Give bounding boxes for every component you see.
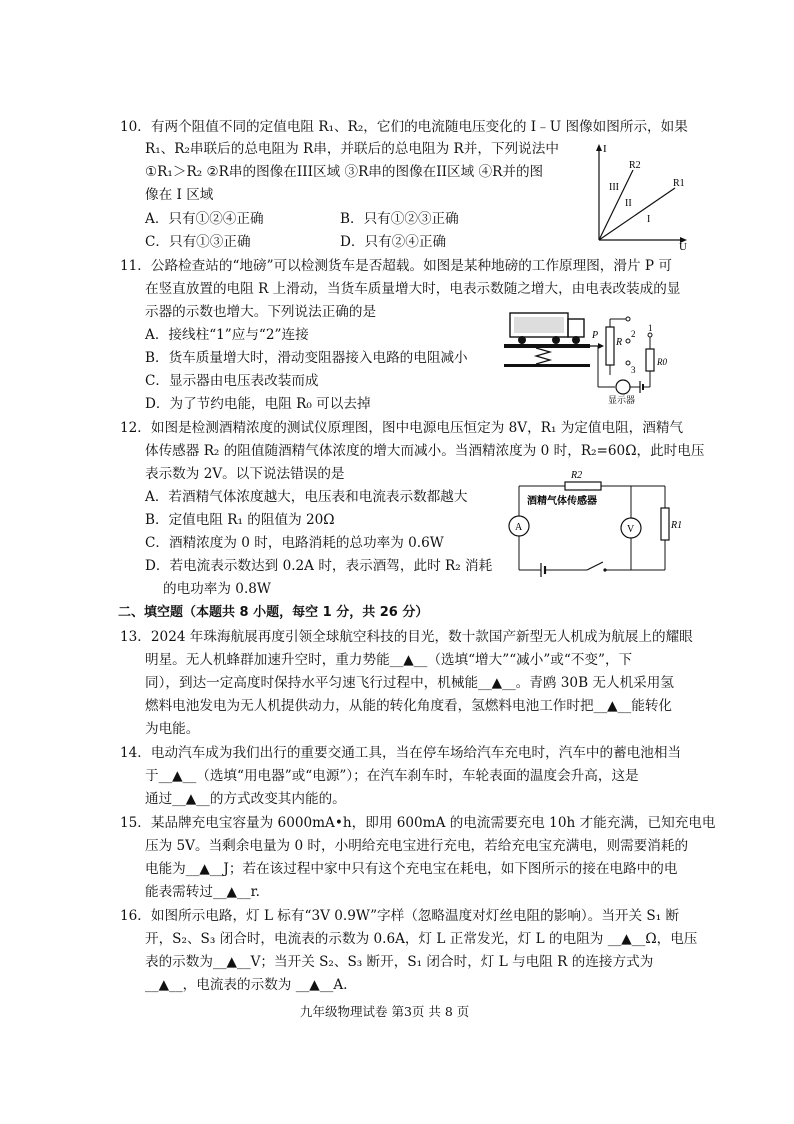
u-axis-label: U (679, 241, 687, 252)
r1-label: R1 (671, 520, 683, 531)
q13-line5: 为电能。 (145, 721, 200, 737)
q13-line3: 同），到达一定高度时保持水平匀速飞行过程中，机械能__▲__。青鸥 30B 无人机采用氢 (145, 675, 674, 691)
q15-line1: 15．某品牌充电宝容量为 6000mA•h，即用 600mA 的电流需要充电 10h 才能充满，已知充电电 (120, 815, 716, 831)
q10-option-a: A．只有①②④正确 (145, 211, 264, 227)
switch-icon (587, 562, 603, 570)
ammeter-label: A (515, 522, 523, 533)
r1-line (599, 188, 675, 240)
resistor-r1 (661, 508, 669, 540)
q10-line2: R₁、R₂串联后的总电阻为 R串，并联后的总电阻为 R并，下列说法中 (145, 141, 559, 157)
q10-line1: 10．有两个阻值不同的定值电阻 R₁、R₂，它们的电流随电压变化的 I﹣U 图像如图所示，如果 (120, 119, 688, 135)
zone-iii-label: III (609, 182, 619, 193)
q14-line3: 通过__▲__的方式改变其内能的。 (145, 791, 346, 807)
q10-option-b: B．只有①②③正确 (340, 211, 459, 227)
zone-i-label: I (647, 214, 651, 225)
resistor-r0-label: R0 (657, 357, 667, 367)
q15-line3: 电能为__▲__J；若在该过程中家中只有这个充电宝在耗电，如下图所示的接在电路中的电 (145, 861, 678, 877)
q11-line1: 11．公路检查站的“地磅”可以检测货车是否超载。如图是某种地磅的工作原理图，滑片 P 可 (120, 258, 672, 274)
terminal-1-label: 1 (648, 323, 653, 333)
q12-option-b: B．定值电阻 R₁ 的阻值为 20Ω (145, 512, 335, 528)
q12-option-c: C．酒精浓度为 0 时，电路消耗的总功率为 0.6W (145, 535, 444, 551)
q15-line2: 压为 5V。当剩余电量为 0 时，小明给充电宝进行充电，若给充电宝充满电，则需要消耗的 (145, 838, 689, 854)
display-meter-icon (616, 380, 630, 394)
q11-option-d: D．为了节约电能，电阻 R₀ 可以去掉 (145, 396, 371, 412)
q13-line1: 13．2024 年珠海航展再度引领全球航空科技的目光，数十款国产新型无人机成为航展上的耀眼 (120, 629, 693, 645)
q10-line4: 像在 I 区域 (145, 187, 214, 203)
q11-weighbridge-diagram (500, 305, 680, 409)
q12-option-d-line2: 的电功率为 0.8W (163, 581, 271, 597)
q12-option-d-line1: D．若电流表示数达到 0.2A 时，表示酒驾，此时 R₂ 消耗 (145, 558, 493, 574)
q11-option-b: B．货车质量增大时，滑动变阻器接入电路的电阻减小 (145, 350, 468, 366)
resistor-r-label: R (616, 337, 623, 348)
i-axis-label: I (603, 143, 607, 155)
q15-line4: 能表需转过__▲__r. (145, 884, 260, 900)
q11-line2: 在竖直放置的电阻 R 上滑动，当货车质量增大时，电表示数随之增大，由电表改装成的显 (145, 281, 681, 297)
resistor-r2 (565, 482, 601, 490)
q10-line3: ①R₁＞R₂ ②R串的图像在III区域 ③R串的图像在II区域 ④R并的图 (145, 164, 544, 180)
section-heading-fill-in: 二、填空题（本题共 8 小题，每空 1 分，共 26 分） (118, 605, 429, 620)
terminal-2-label: 2 (631, 329, 636, 339)
display-label: 显示器 (608, 395, 636, 405)
q11-line3: 示器的示数也增大。下列说法正确的是 (145, 304, 377, 320)
q12-line3: 表示数为 2V。以下说法错误的是 (145, 466, 345, 482)
voltmeter-label: V (627, 524, 635, 535)
q16-line4: __▲__，电流表的示数为 __▲__A. (145, 977, 348, 993)
resistor-r (606, 327, 614, 365)
r2-label: R2 (571, 470, 583, 481)
q12-option-a: A．若酒精气体浓度越大，电压表和电流表示数都越大 (145, 489, 468, 505)
q16-line1: 16．如图所示电路，灯 L 标有“3V 0.9W”字样（忽略温度对灯丝电阻的影响）。当开关 S₁ 断 (120, 908, 680, 924)
resistor-r0 (646, 349, 654, 371)
q16-line3: 表的示数为__▲__V；当开关 S₂、S₃ 断开，S₁ 闭合时，灯 L 与电阻 R 的连接方式为 (145, 954, 654, 970)
q13-line2: 明星。无人机蜂群加速升空时，重力势能__▲__（选填“增大”“减小”或“不变”，下 (145, 652, 633, 668)
r2-label: R2 (629, 160, 641, 171)
q14-line2: 于__▲__（选填“用电器”或“电源”）；在汽车刹车时，车轮表面的温度会升高，这是 (145, 768, 639, 784)
page-footer: 九年级物理试卷 第3页 共 8 页 (300, 1004, 470, 1019)
q14-line1: 14．电动汽车成为我们出行的重要交通工具，当在停车场给汽车充电时，汽车中的蓄电池相当 (120, 745, 682, 761)
q11-option-c: C．显示器由电压表改装而成 (145, 373, 319, 389)
zone-ii-label: II (625, 198, 632, 209)
q12-line2: 体传感器 R₂ 的阻值随酒精气体浓度的增大而减小。当酒精浓度为 0 时，R₂=60Ω，此时电压 (145, 443, 705, 459)
slider-p-label: P (592, 330, 599, 341)
q16-line2: 开，S₂、S₃ 闭合时，电流表的示数为 0.6A，灯 L 正常发光，灯 L 的电阻为 __▲__Ω，电压 (145, 931, 698, 947)
q11-option-a: A．接线柱“1”应与“2”连接 (145, 327, 309, 343)
q10-iu-graph (585, 140, 695, 256)
terminal-3-label: 3 (631, 365, 636, 375)
q10-option-d: D．只有②④正确 (340, 234, 447, 250)
spring-icon (536, 348, 550, 364)
q10-option-c: C．只有①③正确 (145, 234, 251, 250)
q12-alcohol-tester-circuit (505, 466, 685, 584)
r1-label: R1 (673, 178, 685, 189)
q13-line4: 燃料电池发电为无人机提供动力，从能的转化角度看，氢燃料电池工作时把__▲__能转化 (145, 698, 673, 714)
sensor-label: 酒精气体传感器 (527, 496, 597, 507)
q12-line1: 12．如图是检测酒精浓度的测试仪原理图，图中电源电压恒定为 8V，R₁ 为定值电阻，酒精气 (120, 420, 684, 436)
